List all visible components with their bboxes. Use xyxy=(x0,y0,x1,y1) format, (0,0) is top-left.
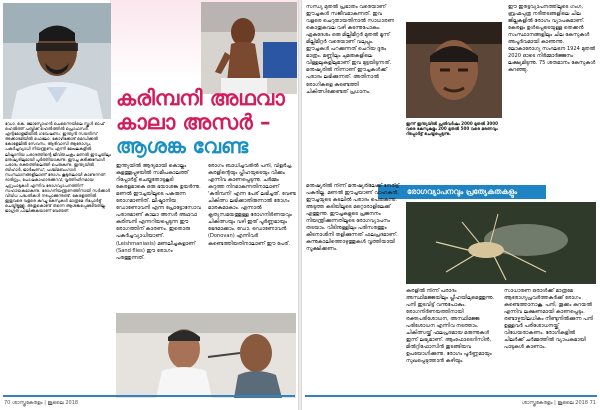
left-page xyxy=(0,0,298,410)
left-body-col1-text: ഇന്ത്യയിൽ ആദ്യമായി കൊല്ലം കുളത്തൂപ്പുഴയിൽ സമീപകാലത്ത് റിപ്പോർട്ട് ചെയ്തതോടുകൂടി കേരളമാകെ ഒരു ഭയാശങ്ക ഉയർന്നു. മണൽ ഈച്ചയിലൂടെ പകരുന്ന രോഗമാണിത്. ലീഷ്മാനിയ ഡോണോവനി എന്ന പ്രോട്ടോസോവ പരാദമാണ് കാലാ അസർ അഥവാ കരിമ്പനി എന്നറിയപ്പെടുന്ന ഈ രോഗത്തിന് കാരണം. ഇതൊരു പകർച്ചവ്യാധിയാണ്. (Leishmaniasis) മണലീച്ചകളാണ് (Sand flies) ഈ രോഗം പരത്തുന്നത്. xyxy=(116,163,201,261)
section-heading: രോഗവ്യാപനവും പ്രത്യേകതകളും xyxy=(378,185,546,199)
author-caption xyxy=(5,121,110,151)
right-body-col1-text: സന്ധ്യ മുതൽ പ്രഭാതം വരെയാണ് ഈച്ചകൾ സജീവമാകുന്നത്. ഇവ വളരെ ചെറുതായതിനാൽ സാധാരണ കൊതുകുവല വഴി കടന്നുപോകും. ഏകദേശം ഒരു മില്ലിമീറ്റർ മുതൽ മൂന്ന് മില്ലിമീറ്റർ വരെയാണ് വലുപ്പം. ഈച്ചകൾ പറക്കുന്നത് ചെറിയ ദൂരം മാത്രം. മണ്ണിലും ചുമരുകളിലെ വിള്ളലുകളിലുമാണ് ഇവ മുട്ടയിടുന്നത്. മനുഷ്യരിൽ നിന്നാണ് ഈച്ചകൾക്ക് പരാദം ലഭിക്കുന്നത്. അതിനാൽ രോഗികളെ കണ്ടെത്തി ചികിത്സിക്കേണ്ടത് പ്രധാനം. xyxy=(306,4,395,95)
left-magazine-name: ശാസ്ത്രകേരളം xyxy=(11,400,43,406)
left-body-column-1 xyxy=(116,163,202,311)
right-body-col6-text: സാധാരണ ഒരാൾക്ക് മാത്രമേ ആരോഗ്യപ്രവർത്തകർക്ക് രോഗം കണ്ടെത്താനാകൂ. പനി, തൂക്കം കുറയൽ എന്നിവ ലക്ഷണമായി കാണപ്പെടും. രണ്ടാഴ്ചയിലധികം നീണ്ടുനിൽക്കുന്ന പനി ഉള്ളവർ പരിശോധനയ്ക്ക് വിധേയരാകണം. രോഗികളിൽ ചിലർക്ക് ചർമ്മത്തിൽ വ്യാപകമായി പാടുകൾ കാണാം. xyxy=(504,288,594,351)
left-folio: 70 ശാസ്ത്രകേരളം | ജൂലൈ 2018 xyxy=(4,400,79,406)
headline-line-1: കരിമ്പനി അഥവാ xyxy=(116,86,285,110)
left-issue: ജൂലൈ 2018 xyxy=(47,400,79,406)
photo-caption-text: ഇന്ന് ഇന്ത്യയിൽ പ്രതിവർഷം 2000 മുതൽ 3000 വരെ കേസുകളും 200 മുതൽ 500 വരെ മരണവും റിപ്പോർട്ട് ചെയ്യപ്പെടുന്നു. xyxy=(406,121,498,137)
right-issue: ജൂലൈ 2018 xyxy=(557,400,589,406)
right-footer-bar xyxy=(305,395,597,397)
left-body-column-2 xyxy=(208,163,296,311)
left-narrow-text: ലീഷ്മാനിയ പരാദത്തിന്റെ ജീവിതചക്രം മണൽ ഈച്ചയിലും മനുഷ്യരിലുമായി പൂർത്തിയാകുന്നു. ഈച്ച കടിക്കുമ്പോൾ പരാദം രക്തത്തിലെത്തി പെരുകുന്നു. ഇന്ത്യയിൽ ബീഹാർ, ജാർഖണ്ഡ്, പശ്ചിമബംഗാൾ സംസ്ഥാനങ്ങളിലാണ് രോഗം കൂടുതലായി കാണുന്നത്. ദാരിദ്ര്യം, പോഷകാഹാരക്കുറവ്, വൃത്തിഹീനമായ ചുറ്റുപാടുകൾ എന്നിവ രോഗവ്യാപനത്തിന് സഹായകമാകുന്നു. രോഗനിയന്ത്രണത്തിനായി സർക്കാർ വിവിധ പദ്ധതികൾ നടപ്പാക്കുന്നുണ്ട്. കേരളത്തിൽ ഇതുവരെ വളരെ കുറച്ചു കേസുകൾ മാത്രമേ റിപ്പോർട്ട് ചെയ്തിട്ടുള്ളൂ. അതുകൊണ്ട് തന്നെ ആശങ്കപ്പെടേണ്ടതില്ല. ജാഗ്രത പാലിക്കുകയാണ് വേണ്ടത്. xyxy=(5,152,111,214)
left-body-col2-text: രോഗം ബാധിച്ചവരിൽ പനി, വിളർച്ച, കരളിന്റെയും പ്ലീഹയുടെയും വീക്കം എന്നിവ കാണപ്പെടുന്നു. ചർമ്മം കറുത്ത നിറമാകുന്നതിനാലാണ് 'കരിമ്പനി' എന്ന പേര് ലഭിച്ചത്. വേണ്ട ചികിത്സ ലഭിക്കാതിരുന്നാൽ രോഗം മാരകമാകാം. എന്നാൽ കൃത്യസമയത്തുള്ള രോഗനിർണയവും ചികിത്സയും വഴി ഇത് പൂർണ്ണമായും ഭേദമാക്കാം. ഡോ. ഡൊണോവൻ (Donovan) എന്നിവർ കണ്ടെത്തിയതിനാലാണ് ഈ പേര്. xyxy=(208,163,296,247)
left-page-number: 70 xyxy=(4,400,11,406)
headline-line-2: കാലാ അസർ – xyxy=(116,110,271,134)
sandfly-photo xyxy=(406,202,596,284)
right-body-column-5 xyxy=(406,288,498,392)
author-photo xyxy=(3,3,111,119)
boy-photo xyxy=(201,2,297,94)
right-body-column-4 xyxy=(306,183,402,393)
author-caption-text: ഡോ. കെ. ജോസ്മോഹൻ ചെന്നൈയിലെ സ്കൂൾ ഓഫ് ഹെൽത്ത് പബ്ലിക് ഹെൽത്തിൽ പ്രൊഫസർ. എന്റമോളജിയിൽ ഗവേഷണം. ഇന്ത്യൻ സയൻസ് അക്കാദമിയിൽ ഫെലോ. കോഴിക്കോട് മെഡിക്കൽ കോളേജിൽ സേവനം. ആദിവാസി ആരോഗ്യം, പകർച്ചവ്യാധി നിയന്ത്രണം എന്നീ മേഖലകളിൽ xyxy=(5,121,105,151)
right-body-col3-text: ഈ ഇരട്ടവ്യാപനത്തിലൂടെ ഗംഗ, ബ്രഹ്മപുത്ര നദീതടങ്ങളിലെ ചില ജില്ലകളിൽ രോഗം വ്യാപകമാണ്. കേരളം ഉൾപ്പെടെയുള്ള തെക്കൻ സംസ്ഥാനങ്ങളിലും ചില കേസുകൾ അപൂർവമായി കാണുന്നു. ലോകാരോഗ്യ സംഘടന 1924 മുതൽ 2020 ഓടെ നിർമ്മാർജ്ജനം ലക്ഷ്യമിടുന്നു. 75 ശതമാനം കേസുകൾ കുറഞ്ഞു. xyxy=(508,4,596,74)
doctor-examination-photo xyxy=(116,313,296,398)
right-body-column-3 xyxy=(508,4,596,182)
right-page xyxy=(302,0,600,410)
patient-portrait-photo xyxy=(406,22,502,118)
right-folio: ശാസ്ത്രകേരളം | ജൂലൈ 2018 71 xyxy=(521,400,596,406)
left-narrow-column xyxy=(5,152,111,392)
right-page-number: 71 xyxy=(589,400,596,406)
photo-caption xyxy=(406,121,502,161)
left-footer-bar xyxy=(3,395,295,397)
right-magazine-name: ശാസ്ത്രകേരളം xyxy=(521,400,553,406)
right-body-column-1 xyxy=(306,4,398,182)
right-body-col5-text: കരളിൽ നിന്ന് പരാദം അസ്ഥിമജ്ജയിലും പ്ലീഹയിലുമെത്തുന്നു. പനി ഇടവിട്ട് വന്നുപോകും. രോഗനിർണയത്തിനായി രക്തപരിശോധന, അസ്ഥിമജ്ജ പരിശോധന എന്നിവ നടത്താം. ചികിത്സയ്ക്ക് ഫലപ്രദമായ മരുന്നുകൾ ഇന്ന് ലഭ്യമാണ്. ആംഫോടെറിസിൻ, മിൽറ്റിഫോസിൻ തുടങ്ങിയവ ഉപയോഗിക്കുന്നു. രോഗം പൂർണ്ണമായും സുഖപ്പെടുത്താൻ കഴിയും. xyxy=(406,288,495,365)
right-body-col4-text: മനുഷ്യരിൽ നിന്ന് മനുഷ്യരിലേക്ക് നേരിട്ട് പകരില്ല. മണൽ ഈച്ചയാണ് വാഹകൻ. ഈച്ചയുടെ കുടലിൽ പരാദം പെരുകുന്നു. അടുത്ത കടിയിലൂടെ മറ്റൊരാളിലേക്ക് എത്തുന്നു. ഈച്ചകളുടെ പ്രജനനം നിയന്ത്രിക്കുന്നതിലൂടെ രോഗവ്യാപനം തടയാം. വീടിനുള്ളിലും പരിസരത്തും കീടനാശിനി തളിക്കുന്നത് ഫലപ്രദമാണ്. കന്നുകാലിത്തൊഴുത്തുകൾ വൃത്തിയായി സൂക്ഷിക്കണം. xyxy=(306,183,400,253)
headline xyxy=(116,86,294,158)
headline-line-3: ആശങ്ക വേണ്ട xyxy=(116,134,249,158)
right-body-column-6 xyxy=(504,288,596,392)
